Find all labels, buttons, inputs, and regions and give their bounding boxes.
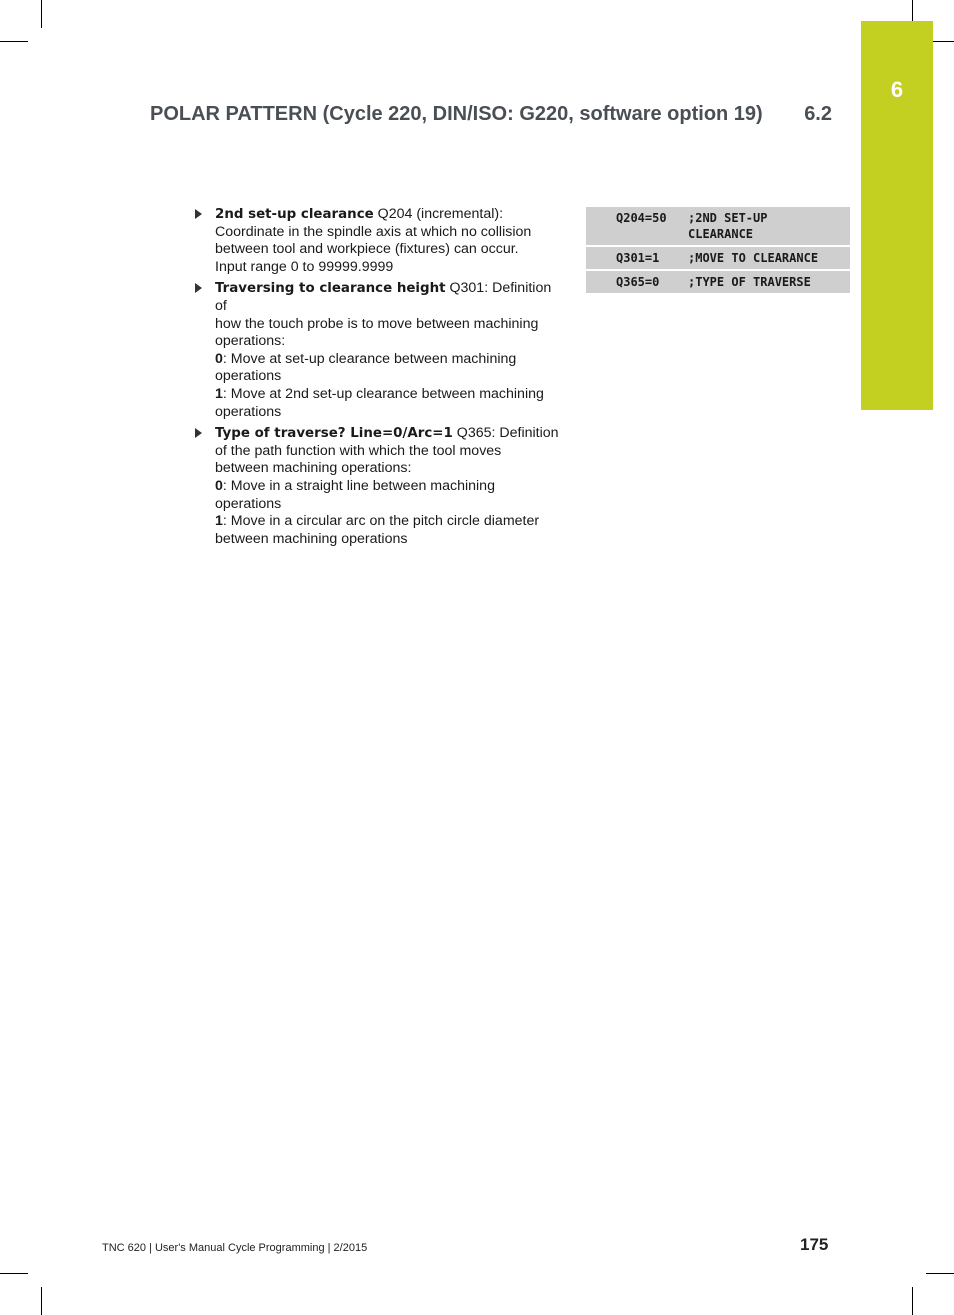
param-text: Q204 (incremental): bbox=[373, 206, 504, 222]
param-line: Coordinate in the spindle axis at which no collision bbox=[215, 223, 532, 240]
param-line: operations: bbox=[215, 333, 286, 350]
option-line bbox=[215, 386, 563, 404]
option-key: 1 bbox=[215, 385, 223, 402]
param-name: Traversing to clearance height bbox=[215, 281, 446, 297]
param-line: Input range 0 to 99999.9999 bbox=[215, 258, 394, 275]
option-text: : Move in a circular arc on the pitch circle diameter bbox=[222, 513, 540, 530]
bullet-arrow-icon bbox=[195, 428, 202, 438]
option-line: operations bbox=[215, 495, 282, 512]
option-line bbox=[215, 478, 563, 496]
param-line: how the touch probe is to move between machining bbox=[215, 315, 539, 332]
crop-mark bbox=[41, 0, 42, 28]
code-comment: ;MOVE TO CLEARANCE bbox=[688, 251, 819, 265]
code-parameter: Q301=1 bbox=[616, 251, 660, 265]
option-key: 0 bbox=[215, 477, 223, 494]
code-parameter: Q204=50 bbox=[616, 211, 667, 225]
param-line: between machining operations: bbox=[215, 460, 412, 477]
code-comment: ;TYPE OF TRAVERSE bbox=[688, 275, 811, 289]
param-line: between tool and workpiece (fixtures) can occur. bbox=[215, 241, 519, 258]
option-text: : Move in a straight line between machining bbox=[222, 477, 495, 494]
page-number: 175 bbox=[800, 1235, 829, 1254]
param-line bbox=[215, 425, 563, 443]
page-header bbox=[150, 103, 832, 126]
bullet-arrow-icon bbox=[195, 209, 202, 219]
param-line bbox=[215, 206, 563, 224]
code-comment-line: ;2ND SET-UP bbox=[688, 211, 768, 225]
param-text: Q301: Definition of bbox=[215, 280, 552, 314]
option-text: : Move at set-up clearance between machining bbox=[222, 350, 517, 367]
section-number: 6.2 bbox=[804, 103, 832, 125]
bullet-arrow-icon bbox=[195, 283, 202, 293]
code-comment bbox=[658, 210, 828, 242]
param-line: of the path function with which the tool moves bbox=[215, 442, 502, 459]
parameter-item bbox=[193, 206, 563, 276]
nc-code-block bbox=[586, 207, 850, 295]
chapter-tab bbox=[861, 21, 933, 410]
param-name: 2nd set-up clearance bbox=[215, 207, 374, 222]
param-line bbox=[215, 280, 563, 315]
crop-mark bbox=[41, 1287, 42, 1315]
page-title: POLAR PATTERN (Cycle 220, DIN/ISO: G220, software option 19) bbox=[150, 103, 763, 125]
crop-mark bbox=[912, 1287, 913, 1315]
option-line: operations bbox=[215, 368, 282, 385]
option-line bbox=[215, 351, 563, 369]
parameter-list bbox=[193, 206, 563, 552]
parameter-item bbox=[193, 425, 563, 548]
crop-mark bbox=[0, 1273, 28, 1274]
parameter-item bbox=[193, 280, 563, 421]
code-parameter: Q365=0 bbox=[616, 275, 660, 289]
option-key: 0 bbox=[215, 350, 223, 367]
chapter-number: 6 bbox=[890, 77, 904, 102]
param-name: Type of traverse? Line=0/Arc=1 bbox=[215, 426, 453, 442]
crop-mark bbox=[926, 1273, 954, 1274]
option-line bbox=[215, 513, 563, 531]
code-comment-line: CLEARANCE bbox=[688, 227, 754, 241]
param-text: Q365: Definition bbox=[452, 425, 559, 442]
option-text: : Move at 2nd set-up clearance between machining bbox=[222, 385, 544, 402]
option-key: 1 bbox=[215, 513, 223, 530]
footer-text: TNC 620 | User's Manual Cycle Programming | 2/2015 bbox=[102, 1242, 368, 1254]
option-line: between machining operations bbox=[215, 530, 408, 547]
code-row bbox=[586, 271, 850, 295]
code-row bbox=[586, 207, 850, 247]
code-row bbox=[586, 247, 850, 271]
option-line: operations bbox=[215, 403, 282, 420]
crop-mark bbox=[0, 41, 28, 42]
